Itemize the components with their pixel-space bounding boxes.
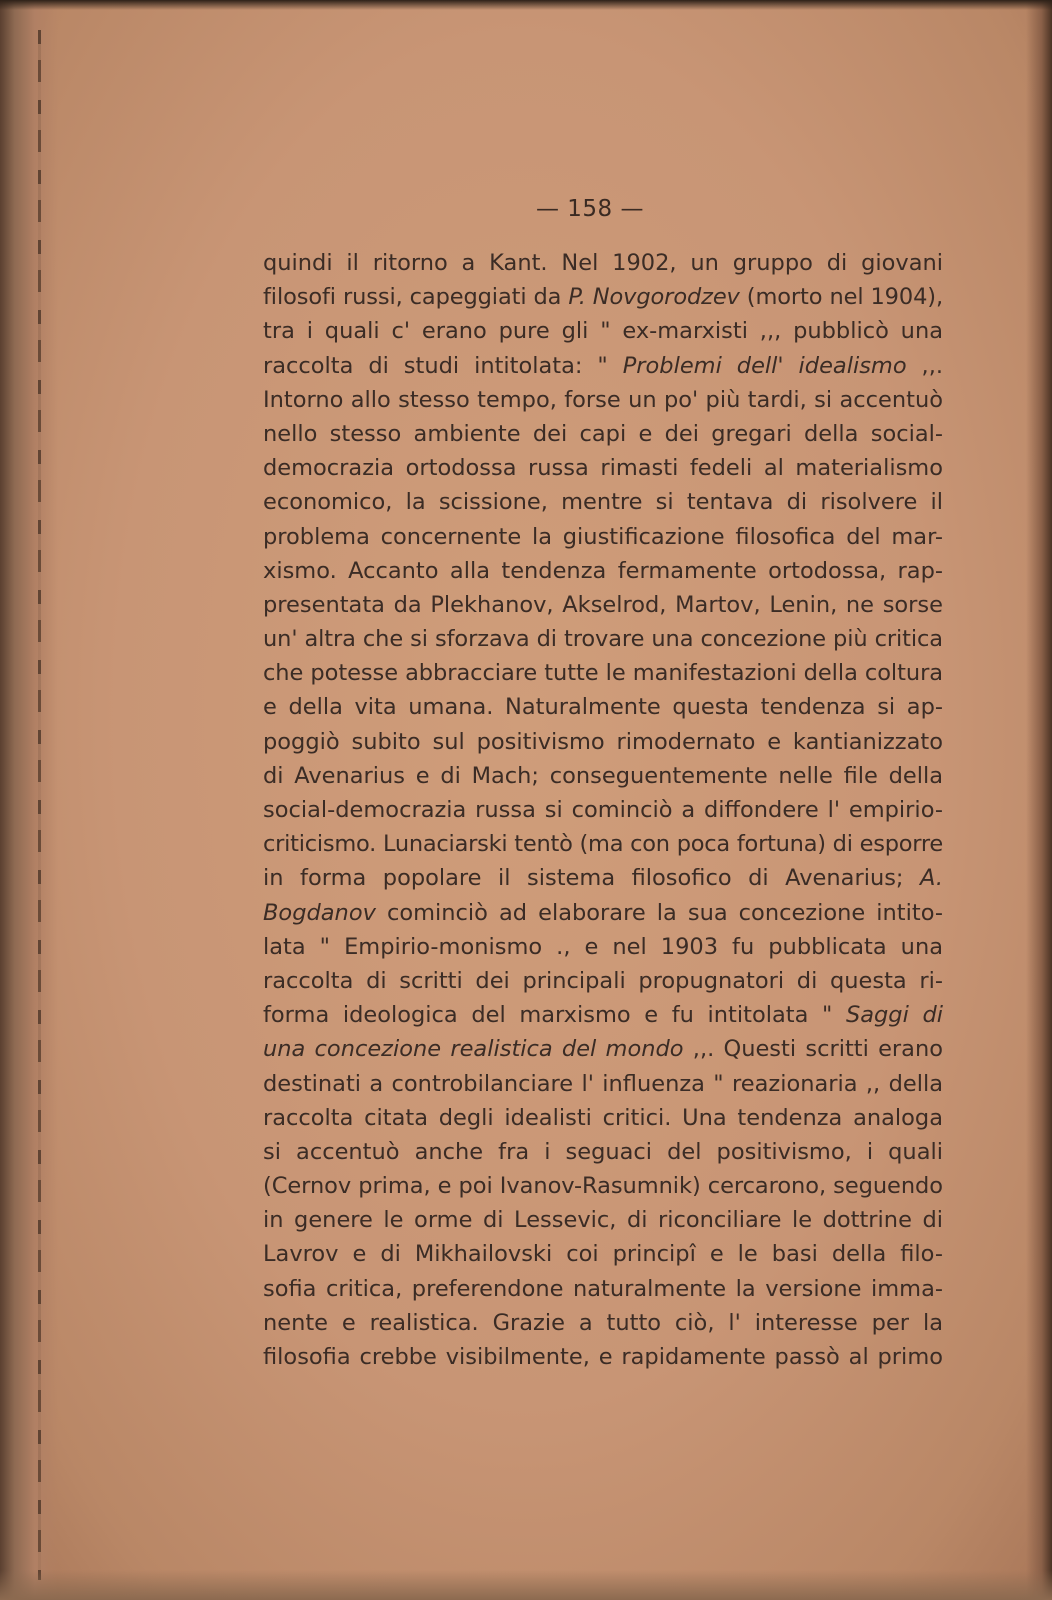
- text-line: [263, 314, 943, 348]
- text-line: [263, 725, 943, 759]
- italic-text: A.: [920, 865, 943, 892]
- text-segment: raccolta citata degli idealisti critici. Una tendenza analoga: [263, 1104, 943, 1131]
- text-line: [263, 827, 943, 861]
- text-line: [263, 1340, 943, 1374]
- italic-text: Bogdanov: [263, 899, 376, 926]
- text-line: [263, 383, 943, 417]
- text-segment: destinati a controbilanciare l' influenza " reazionaria ,, della: [263, 1070, 943, 1097]
- italic-text: Problemi dell' idealismo: [622, 352, 907, 379]
- text-segment: lata " Empirio-monismo ., e nel 1903 fu pubblicata una: [263, 933, 943, 960]
- italic-text: P. Novgorodzev: [568, 284, 740, 311]
- text-segment: nello stesso ambiente dei capi e dei gregari della social-: [263, 420, 943, 447]
- text-segment: democrazia ortodossa russa rimasti fedeli al materialismo: [263, 455, 943, 482]
- italic-text: una concezione realistica del mondo: [263, 1036, 684, 1063]
- text-segment: raccolta di scritti dei principali propugnatori di questa ri-: [263, 967, 943, 994]
- text-segment: che potesse abbracciare tutte le manifestazioni della coltura: [263, 660, 943, 687]
- text-line: [263, 1169, 943, 1203]
- text-segment: presentata da Plekhanov, Akselrod, Martov, Lenin, ne sorse: [263, 591, 943, 618]
- text-line: [263, 1272, 943, 1306]
- text-segment: si accentuò anche fra i seguaci del positivismo, i quali: [263, 1138, 943, 1165]
- text-segment: filosofi russi, capeggiati da: [263, 284, 569, 311]
- text-segment: poggiò subito sul positivismo rimodernato e kantianizzato: [263, 728, 943, 755]
- text-line: [263, 896, 943, 930]
- text-segment: in genere le orme di Lessevic, di riconciliare le dottrine di: [263, 1207, 943, 1234]
- text-line: [263, 759, 943, 793]
- text-segment: tra i quali c' erano pure gli " ex-marxisti ,,, pubblicò una: [263, 318, 943, 345]
- text-segment: social-democrazia russa si cominciò a diffondere l' empirio-: [263, 797, 943, 823]
- page-bottom-edge: [0, 1570, 1052, 1600]
- text-segment: (morto nel 1904),: [739, 284, 943, 311]
- text-segment: Lavrov e di Mikhailovski coi principî e le basi della filo-: [263, 1241, 943, 1268]
- text-segment: in forma popolare il sistema filosofico di Avenarius;: [263, 865, 921, 892]
- text-line: [263, 451, 943, 485]
- text-line: [263, 1067, 943, 1101]
- text-line: [263, 1135, 943, 1169]
- text-segment: forma ideologica del marxismo e fu intitolata ": [263, 1002, 846, 1029]
- text-segment: quindi il ritorno a Kant. Nel 1902, un gruppo di giovani: [263, 250, 943, 276]
- text-line: [263, 656, 943, 690]
- page-right-edge: [1026, 0, 1052, 1600]
- text-line: [263, 1237, 943, 1271]
- text-segment: ,,.: [906, 352, 944, 379]
- page-binding-edge: [0, 0, 58, 1600]
- text-line: [263, 690, 943, 724]
- text-line: [263, 280, 943, 314]
- text-segment: xismo. Accanto alla tendenza fermamente ortodossa, rap-: [263, 557, 943, 584]
- text-segment: un' altra che si sforzava di trovare una concezione più critica: [263, 626, 943, 653]
- text-segment: ,,. Questi scritti erano: [683, 1036, 943, 1063]
- text-line: [263, 417, 943, 451]
- text-line: [263, 930, 943, 964]
- text-segment: problema concernente la giustificazione filosofica del mar-: [263, 523, 943, 550]
- text-segment: sofia critica, preferendone naturalmente la versione imma-: [263, 1275, 943, 1302]
- text-line: [263, 520, 943, 554]
- text-line: [263, 485, 943, 519]
- text-segment: criticismo. Lunaciarski tentò (ma con poca fortuna) di esporre: [263, 831, 943, 858]
- text-segment: nente e realistica. Grazie a tutto ciò, l' interesse per la: [263, 1309, 943, 1336]
- text-line: [263, 793, 943, 827]
- text-segment: di Avenarius e di Mach; conseguentemente nelle file della: [263, 762, 943, 789]
- text-line: [263, 1306, 943, 1340]
- page-top-edge: [0, 0, 1052, 10]
- text-line: [263, 1203, 943, 1237]
- text-line: [263, 246, 943, 280]
- text-segment: Intorno allo stesso tempo, forse un po' più tardi, si accentuò: [263, 386, 943, 413]
- text-segment: raccolta di studi intitolata: ": [263, 352, 623, 379]
- body-text: [263, 246, 943, 1374]
- italic-text: Saggi di: [845, 1002, 943, 1029]
- text-segment: e della vita umana. Naturalmente questa tendenza si ap-: [263, 694, 943, 721]
- text-line: [263, 861, 943, 895]
- text-line: [263, 1101, 943, 1135]
- text-segment: economico, la scissione, mentre si tentava di risolvere il: [263, 489, 943, 516]
- text-line: [263, 622, 943, 656]
- text-line: [263, 964, 943, 998]
- text-segment: cominciò ad elaborare la sua concezione intito-: [375, 899, 943, 926]
- text-line: [263, 1032, 943, 1066]
- text-segment: (Cernov prima, e poi Ivanov-Rasumnik) cercarono, seguendo: [263, 1173, 943, 1200]
- text-line: [263, 998, 943, 1032]
- text-segment: filosofia crebbe visibilmente, e rapidamente passò al primo: [263, 1344, 943, 1370]
- text-line: [263, 588, 943, 622]
- page-number: — 158 —: [535, 196, 645, 222]
- text-line: [263, 349, 943, 383]
- text-line: [263, 554, 943, 588]
